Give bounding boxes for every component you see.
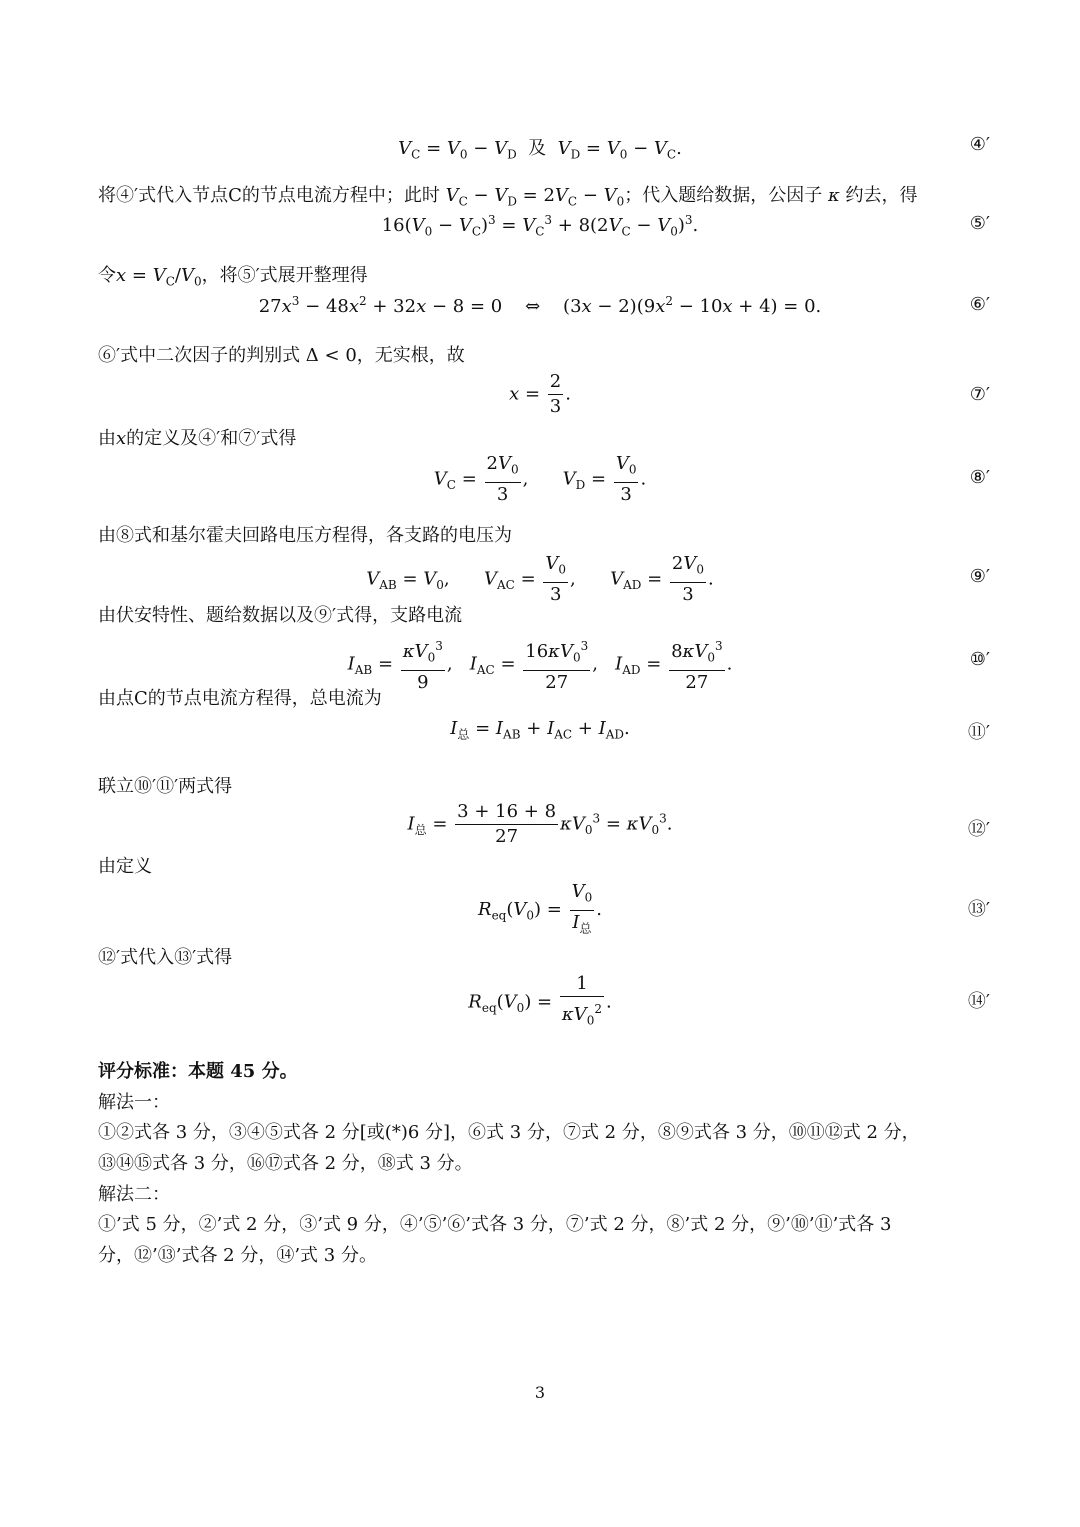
equation-8: $V_C$ = $\frac{2V_0}{3}$ , $V_D$ = $\frac{V_0}{3}$ . xyxy=(433,453,647,505)
grading-method1-line: ⑬⑭⑮式各 3 分，⑯⑰式各 2 分，⑱式 3 分。 xyxy=(98,1153,473,1174)
equation-number: ⑫′ xyxy=(967,819,990,840)
text-line: 由⑧式和基尔霍夫回路电压方程得，各支路的电压为 xyxy=(98,525,512,546)
grading-method2-line: ①’式 5 分，②’式 2 分，③’式 9 分，④’⑤’⑥’式各 3 分，⑦’式 2 分，⑧’式 2 分，⑨’⑩’⑪’式各 3 xyxy=(98,1214,892,1235)
equation-11: $I_总 = I_{AB} + I_{AC} + I_{AD}$. xyxy=(450,718,630,742)
page-number: 3 xyxy=(534,1383,546,1402)
equation-5: $16(V_0 - V_C)^3 = V_C^3 + 8(2V_C - V_0)^3$. xyxy=(381,213,699,239)
equation-number: ⑦′ xyxy=(969,384,990,405)
text-line: 联立⑩′⑪′两式得 xyxy=(98,776,233,797)
grading-title: 评分标准：本题 45 分。 xyxy=(98,1061,298,1082)
equation-number: ④′ xyxy=(969,134,990,155)
equation-13: $R_{eq}(V_0)$ = $V_0$ $I_总$ . xyxy=(478,881,602,936)
equation-14: $R_{eq}(V_0)$ = $\frac{1}{\kappa V_0^2}$ . xyxy=(468,973,612,1028)
equation-7: x = $\frac{2}{3}$ . xyxy=(509,371,571,417)
text-line: 由x的定义及④′和⑦′式得 xyxy=(98,428,297,449)
text-line: 由定义 xyxy=(98,856,152,877)
equation-number: ⑭′ xyxy=(967,991,990,1012)
equation-12: $I_总$ = $\frac{3 + 16 + 8}{27}$ $\kappa V_0^3 = \kappa V_0^3$. xyxy=(407,801,673,847)
grading-method2-label: 解法二： xyxy=(98,1184,170,1205)
text-line: ⑥′式中二次因子的判别式 Δ < 0，无实根，故 xyxy=(98,345,465,366)
equation-10: $I_{AB}$ = $\frac{\kappa V_0^3}{9}$ , $I_{AC}$ = $\frac{16\kappa V_0^3}{27}$ , $I_{AD}$ = $\frac{8\kappa V_0^3}{27}$ . xyxy=(200,634,880,695)
text-line: 由伏安特性、题给数据以及⑨′式得，支路电流 xyxy=(98,605,463,626)
equation-6: $27x^3 - 48x^2 + 32x - 8 = 0$ ⇔ $(3x - 2)(9x^2 - 10x + 4) = 0$. xyxy=(258,294,822,317)
equation-4: $V_C = V_0 - V_D$ 及 $V_D = V_0 - V_C$. xyxy=(398,138,682,162)
equation-number: ⑬′ xyxy=(967,899,990,920)
text-line: 将④′式代入节点C的节点电流方程中；此时 $V_C - V_D = 2V_C - V_0$；代入题给数据，公因子 κ 约去，得 xyxy=(98,185,918,209)
equation-9: $V_{AB} = V_0$, $V_{AC}$ = $\frac{V_0}{3}$ , $V_{AD}$ = $\frac{2V_0}{3}$ . xyxy=(366,553,714,605)
equation-number: ⑪′ xyxy=(967,722,990,743)
text-line: 由点C的节点电流方程得，总电流为 xyxy=(98,688,382,709)
grading-method1-line: ①②式各 3 分，③④⑤式各 2 分[或(*)6 分]，⑥式 3 分，⑦式 2 分，⑧⑨式各 3 分，⑩⑪⑫式 2 分， xyxy=(98,1122,920,1143)
grading-method2-line: 分，⑫’⑬’式各 2 分，⑭’式 3 分。 xyxy=(98,1245,377,1266)
text-line: ⑫′式代入⑬′式得 xyxy=(98,947,233,968)
equation-number: ⑩′ xyxy=(969,649,990,670)
equation-number: ⑤′ xyxy=(969,213,990,234)
grading-method1-label: 解法一： xyxy=(98,1092,170,1113)
equation-number: ⑨′ xyxy=(969,566,990,587)
equation-number: ⑥′ xyxy=(969,294,990,315)
equation-number: ⑧′ xyxy=(969,467,990,488)
text-line: 令$x = V_C/V_0$，将⑤′式展开整理得 xyxy=(98,265,368,289)
